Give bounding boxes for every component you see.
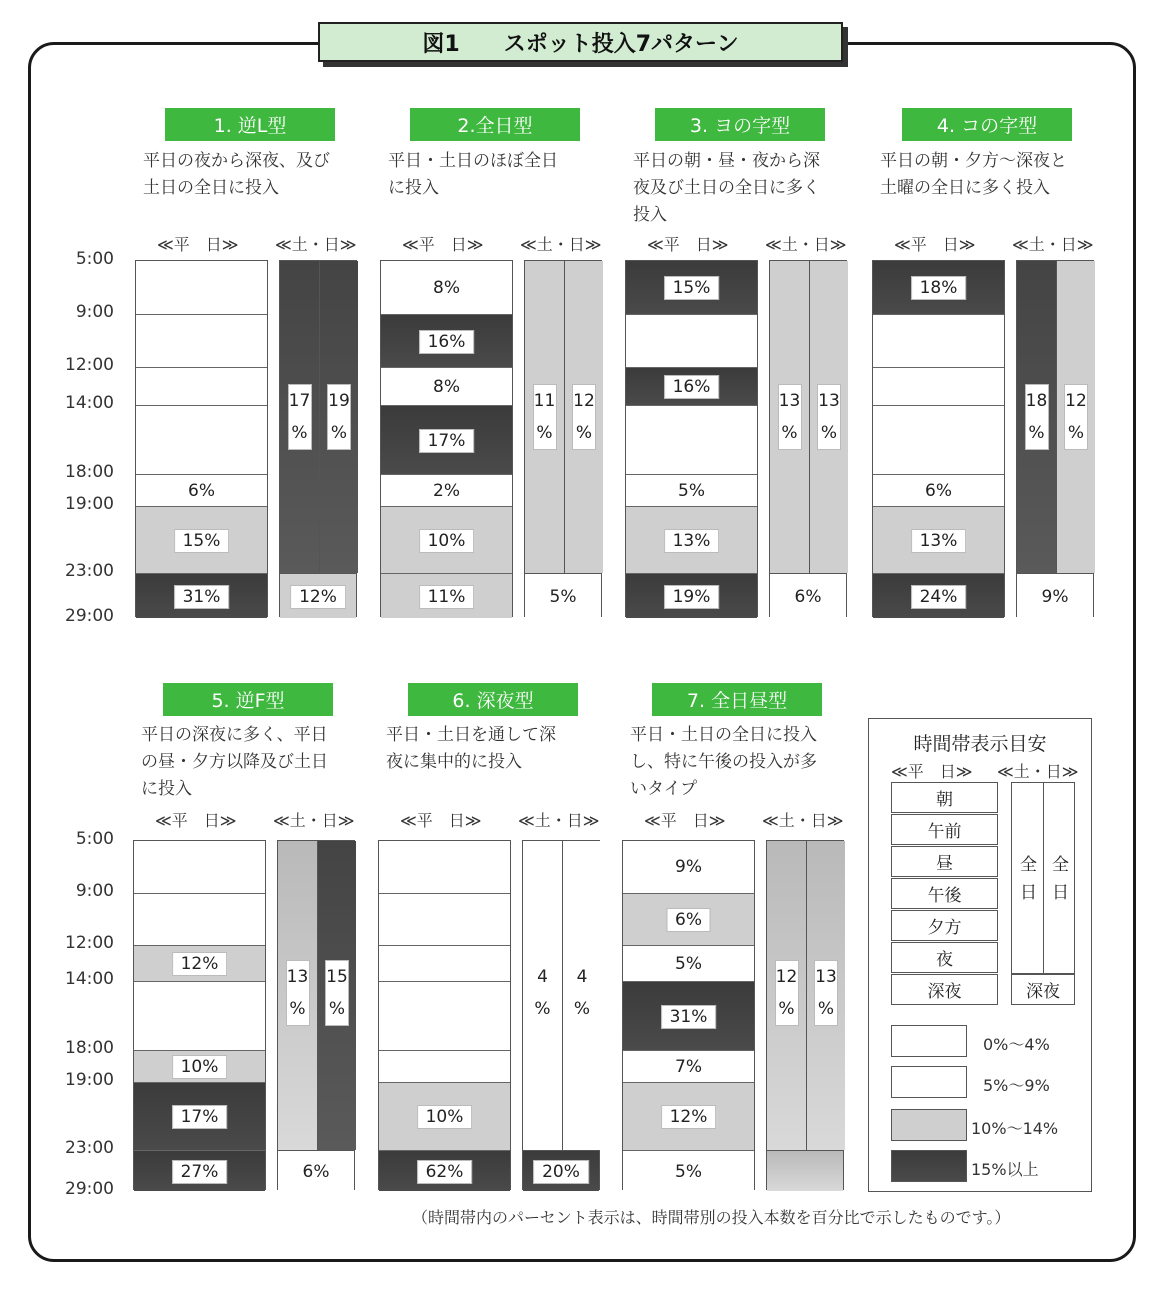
time-slot [623, 981, 754, 1050]
weekend-allday-saturday [1017, 261, 1056, 573]
time-slot [379, 841, 510, 893]
figure-title: 図1 スポット投入7パターン [318, 22, 843, 62]
percent-label: 5% [675, 954, 702, 974]
pattern-5-weekend-column [277, 840, 355, 1190]
axis-time-label: 29:00 [65, 606, 114, 626]
weekday-header: ≪平 日≫ [644, 811, 726, 830]
legend-weekend-night: 深夜 [1011, 974, 1075, 1005]
axis-time-label: 5:00 [75, 829, 114, 849]
pattern-6-title: 6. 深夜型 [408, 683, 578, 716]
percent-label: 6% [302, 1161, 330, 1182]
legend-weekday-header: ≪平 日≫ [891, 762, 973, 781]
footnote: （時間帯内のパーセント表示は、時間帯別の投入本数を百分比で示したものです。） [412, 1208, 1011, 1227]
percent-label: 12 % [775, 960, 799, 1026]
pattern-5-title: 5. 逆F型 [163, 683, 333, 716]
legend-range-10-14: 10%〜14% [971, 1119, 1059, 1138]
time-slot [626, 474, 757, 506]
time-slot [381, 367, 512, 405]
weekend-header: ≪土・日≫ [520, 235, 602, 254]
percent-label: 13 % [778, 384, 802, 450]
pattern-3-weekend-column [769, 260, 847, 617]
legend-time-slot: 昼 [891, 846, 998, 877]
percent-label: 17% [419, 429, 475, 453]
percent-label: 6% [794, 586, 822, 607]
percent-label: 19 % [327, 384, 351, 450]
time-slot [626, 573, 757, 618]
pattern-4-title: 4. コの字型 [902, 108, 1072, 141]
percent-label: 17% [172, 1105, 228, 1129]
percent-label: 11% [419, 585, 475, 609]
legend-range-0-4: 0%〜4% [983, 1035, 1050, 1054]
percent-label: 10% [419, 529, 475, 553]
percent-label: 13 % [814, 960, 838, 1026]
legend-time-slot: 夜 [891, 942, 998, 973]
time-slot [626, 506, 757, 573]
pattern-5-description: 平日の深夜に多く、平日 の昼・夕方以降及び土日 に投入 [141, 725, 328, 799]
axis-time-label: 9:00 [75, 302, 114, 322]
time-slot [381, 405, 512, 474]
weekday-header: ≪平 日≫ [894, 235, 976, 254]
axis-time-label: 12:00 [65, 355, 114, 375]
axis-time-label: 14:00 [65, 969, 114, 989]
percent-label: 7% [675, 1057, 702, 1077]
weekend-allday-sunday [809, 261, 848, 573]
percent-label: 13 % [286, 960, 310, 1026]
weekend-allday-saturday [280, 261, 319, 573]
pattern-7-weekend-column [766, 840, 844, 1190]
percent-label: 4 % [534, 967, 551, 1019]
percent-label: 18 % [1025, 384, 1049, 450]
percent-label: 17 % [288, 384, 312, 450]
weekend-night-slot [525, 573, 601, 618]
weekend-night-slot [280, 573, 356, 618]
time-slot [134, 841, 265, 893]
pattern-6-weekend-column [522, 840, 600, 1190]
weekend-header: ≪土・日≫ [765, 235, 847, 254]
weekend-allday-saturday [770, 261, 809, 573]
percent-label: 24% [911, 585, 967, 609]
time-slot [381, 506, 512, 573]
time-slot [623, 893, 754, 945]
percent-label: 27% [172, 1160, 228, 1184]
weekend-header: ≪土・日≫ [275, 235, 357, 254]
legend-swatch-5-9 [891, 1066, 967, 1098]
percent-label: 12% [290, 585, 346, 609]
time-slot [136, 405, 267, 474]
time-slot [623, 1082, 754, 1150]
percent-label: 9% [1041, 586, 1069, 607]
pattern-4-weekday-column [872, 260, 1005, 617]
percent-label: 31% [174, 585, 230, 609]
percent-label: 5% [675, 1161, 702, 1182]
time-slot [626, 314, 757, 367]
percent-label: 6% [925, 481, 952, 501]
time-slot [873, 367, 1004, 405]
legend-swatch-10-14 [891, 1109, 967, 1141]
percent-label: 12% [172, 952, 228, 976]
percent-label: 8% [433, 377, 460, 397]
time-slot [626, 367, 757, 405]
weekend-header: ≪土・日≫ [1012, 235, 1094, 254]
percent-label: 16% [664, 375, 720, 399]
percent-label: 4 % [573, 967, 591, 1019]
percent-label: 5% [549, 586, 577, 607]
pattern-6-weekday-column [378, 840, 511, 1190]
weekend-allday-sunday [319, 261, 358, 573]
weekday-header: ≪平 日≫ [647, 235, 729, 254]
pattern-1-title: 1. 逆L型 [165, 108, 335, 141]
time-slot [134, 893, 265, 945]
percent-label: 9% [675, 857, 702, 877]
time-slot [134, 1082, 265, 1150]
percent-label: 5% [678, 481, 705, 501]
percent-label: 31% [661, 1005, 717, 1029]
percent-label: 6% [666, 908, 711, 932]
time-slot [379, 1050, 510, 1082]
time-slot [134, 945, 265, 981]
time-slot [134, 981, 265, 1050]
legend-allday-right: 全 日 [1052, 855, 1069, 903]
weekend-allday-sunday [562, 841, 601, 1150]
time-slot [379, 1150, 510, 1191]
legend-box [868, 718, 1092, 1192]
pattern-2-title: 2.全日型 [410, 108, 580, 141]
axis-time-label: 19:00 [65, 494, 114, 514]
weekend-allday-sunday [1056, 261, 1095, 573]
time-slot [381, 261, 512, 314]
percent-label: 10% [172, 1055, 228, 1079]
time-slot [379, 945, 510, 981]
weekday-header: ≪平 日≫ [400, 811, 482, 830]
percent-label: 19% [664, 585, 720, 609]
legend-time-slot: 午後 [891, 878, 998, 909]
percent-label: 16% [419, 330, 475, 354]
percent-label: 12% [661, 1105, 717, 1129]
percent-label: 10% [417, 1105, 473, 1129]
weekend-allday-saturday [525, 261, 564, 573]
percent-label: 6% [188, 481, 215, 501]
pattern-2-description: 平日・土日のほぼ全日 に投入 [388, 151, 558, 198]
time-slot [379, 981, 510, 1050]
time-slot [381, 573, 512, 618]
percent-label: 2% [433, 481, 460, 501]
percent-label: 12 % [572, 384, 596, 450]
time-slot [134, 1150, 265, 1191]
time-slot [873, 314, 1004, 367]
pattern-1-weekday-column [135, 260, 268, 617]
pattern-4-description: 平日の朝・夕方〜深夜と 土曜の全日に多く投入 [880, 151, 1067, 198]
weekend-night-slot [767, 1150, 843, 1191]
axis-time-label: 14:00 [65, 393, 114, 413]
time-slot [379, 1082, 510, 1150]
percent-label: 8% [433, 277, 460, 298]
legend-swatch-15-plus [891, 1150, 967, 1182]
legend-time-slot: 午前 [891, 814, 998, 845]
pattern-7-weekday-column [622, 840, 755, 1190]
weekend-allday-sunday [806, 841, 845, 1150]
pattern-4-weekend-column [1016, 260, 1094, 617]
weekday-header: ≪平 日≫ [155, 811, 237, 830]
percent-label: 11 % [533, 384, 557, 450]
pattern-3-description: 平日の朝・昼・夜から深 夜及び土日の全日に多く 投入 [633, 151, 820, 225]
pattern-6-description: 平日・土日を通して深 夜に集中的に投入 [386, 725, 556, 772]
pattern-7-title: 7. 全日昼型 [652, 683, 822, 716]
axis-time-label: 9:00 [75, 881, 114, 901]
legend-weekend-allday [1011, 782, 1075, 974]
weekend-header: ≪土・日≫ [518, 811, 600, 830]
time-slot [381, 474, 512, 506]
pattern-7-description: 平日・土日の全日に投入 し、特に午後の投入が多 いタイプ [630, 725, 817, 799]
axis-time-label: 29:00 [65, 1179, 114, 1199]
weekend-header: ≪土・日≫ [273, 811, 355, 830]
time-slot [136, 367, 267, 405]
weekend-allday-sunday [564, 261, 603, 573]
percent-label: 18% [911, 276, 967, 300]
time-slot [626, 405, 757, 474]
legend-range-5-9: 5%〜9% [983, 1076, 1050, 1095]
legend-time-slot: 夕方 [891, 910, 998, 941]
percent-label: 15% [174, 529, 230, 553]
axis-time-label: 5:00 [75, 249, 114, 269]
legend-time-slot: 深夜 [891, 974, 998, 1005]
weekend-allday-saturday [767, 841, 806, 1150]
pattern-3-title: 3. ヨの字型 [655, 108, 825, 141]
pattern-2-weekday-column [380, 260, 513, 617]
axis-time-label: 19:00 [65, 1070, 114, 1090]
time-slot [136, 506, 267, 573]
pattern-3-weekday-column [625, 260, 758, 617]
time-slot [381, 314, 512, 367]
percent-label: 15% [664, 276, 720, 300]
percent-label: 13% [664, 529, 720, 553]
time-slot [623, 1050, 754, 1082]
pattern-2-weekend-column [524, 260, 602, 617]
weekend-allday-sunday [317, 841, 356, 1150]
weekend-night-slot [278, 1150, 354, 1191]
weekend-night-slot [523, 1150, 599, 1191]
pattern-5-weekday-column [133, 840, 266, 1190]
weekend-allday-saturday [523, 841, 562, 1150]
axis-time-label: 18:00 [65, 462, 114, 482]
weekend-night-slot [770, 573, 846, 618]
weekday-header: ≪平 日≫ [157, 235, 239, 254]
legend-swatch-0-4 [891, 1025, 967, 1057]
percent-label: 20% [533, 1160, 589, 1184]
axis-time-label: 12:00 [65, 933, 114, 953]
weekend-night-slot [1017, 573, 1093, 618]
time-slot [623, 1150, 754, 1191]
weekend-header: ≪土・日≫ [762, 811, 844, 830]
legend-allday-left: 全 日 [1020, 855, 1037, 903]
legend-time-slot: 朝 [891, 782, 998, 813]
weekday-header: ≪平 日≫ [402, 235, 484, 254]
axis-time-label: 18:00 [65, 1038, 114, 1058]
time-slot [873, 506, 1004, 573]
legend-range-15-plus: 15%以上 [971, 1160, 1039, 1179]
legend-title: 時間帯表示目安 [913, 733, 1047, 755]
percent-label: 13% [911, 529, 967, 553]
legend-weekend-header: ≪土・日≫ [997, 762, 1079, 781]
percent-label: 12 % [1064, 384, 1088, 450]
weekend-allday-saturday [278, 841, 317, 1150]
percent-label: 62% [417, 1160, 473, 1184]
percent-label: 15 % [325, 960, 349, 1026]
percent-label: 13 % [817, 384, 841, 450]
time-slot [873, 474, 1004, 506]
time-slot [134, 1050, 265, 1082]
time-slot [623, 841, 754, 893]
time-slot [873, 573, 1004, 618]
time-slot [623, 945, 754, 981]
time-slot [136, 573, 267, 618]
time-slot [136, 314, 267, 367]
pattern-1-description: 平日の夜から深夜、及び 土日の全日に投入 [143, 151, 330, 198]
time-slot [379, 893, 510, 945]
time-slot [873, 261, 1004, 314]
time-slot [626, 261, 757, 314]
time-slot [873, 405, 1004, 474]
axis-time-label: 23:00 [65, 1138, 114, 1158]
time-slot [136, 474, 267, 506]
pattern-1-weekend-column [279, 260, 357, 617]
axis-time-label: 23:00 [65, 561, 114, 581]
time-slot [136, 261, 267, 314]
